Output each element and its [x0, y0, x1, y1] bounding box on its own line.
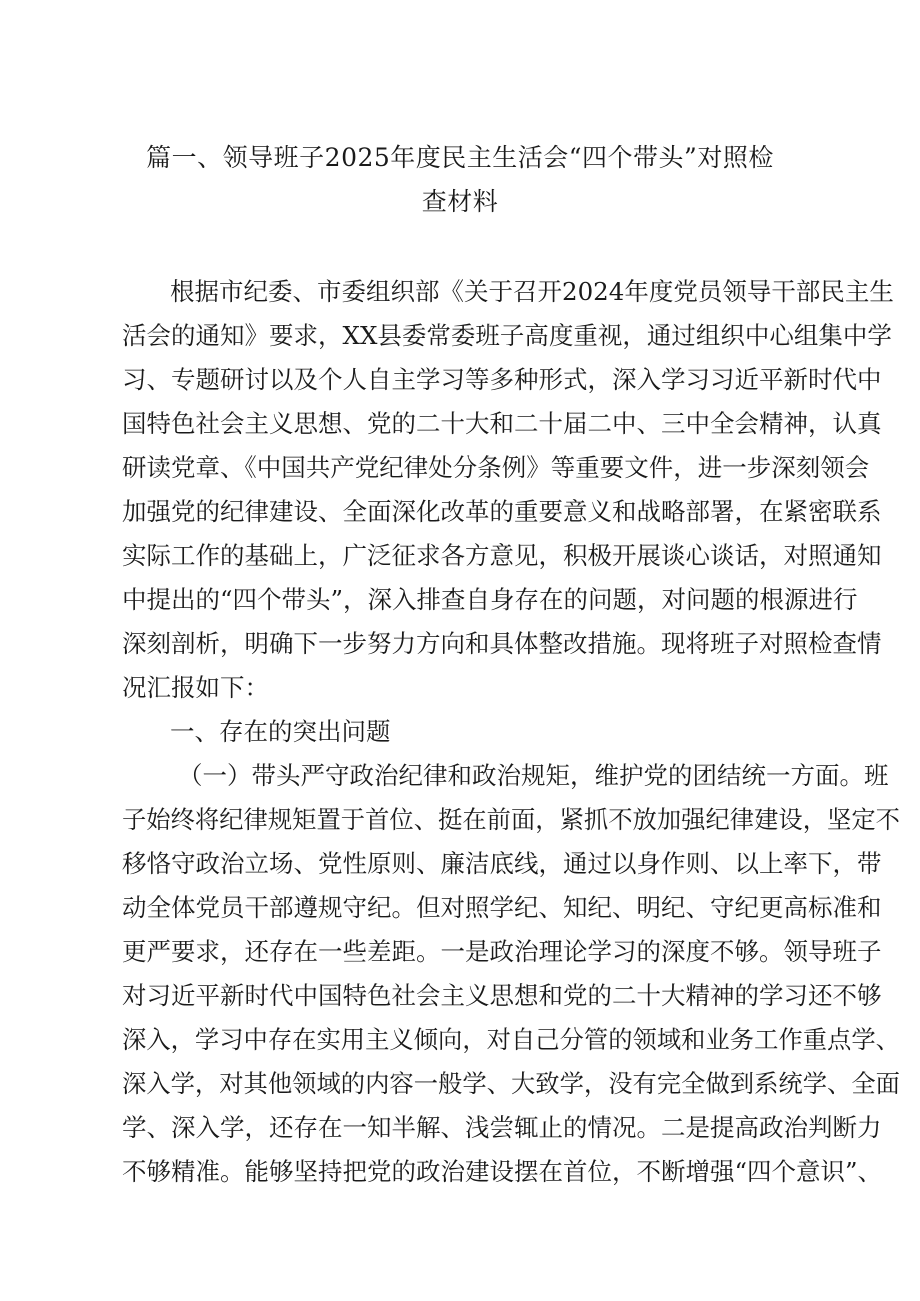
paragraph-intro-line: 国特色社会主义思想、党的二十大和二十届二中、三中全会精神，认真 — [122, 409, 882, 438]
paragraph-section-line: 子始终将纪律规矩置于首位、挺在前面，紧抓不放加强纪律建设，坚定不 — [122, 805, 900, 834]
paragraph-intro-line: 研读党章、《中国共产党纪律处分条例》等重要文件，进一步深刻领会 — [122, 453, 870, 482]
paragraph-section-line: 深入，学习中存在实用主义倾向，对自己分管的领域和业务工作重点学、 — [122, 1025, 900, 1054]
paragraph-intro-line: 加强党的纪律建设、全面深化改革的重要意义和战略部署，在紧密联系 — [122, 497, 882, 526]
paragraph-section-line: 深入学，对其他领域的内容一般学、大致学，没有完全做到系统学、全面 — [122, 1069, 900, 1098]
paragraph-section-line: 更严要求，还存在一些差距。一是政治理论学习的深度不够。领导班子 — [122, 937, 882, 966]
paragraph-section-line: 学、深入学，还存在一知半解、浅尝辄止的情况。二是提高政治判断力 — [122, 1113, 882, 1142]
paragraph-intro-line: 深刻剖析，明确下一步努力方向和具体整改措施。现将班子对照检查情 — [122, 629, 882, 658]
document-title-line-1: 篇一、领导班子2025年度民主生活会“四个带头”对照检 — [146, 143, 774, 172]
paragraph-intro-line: 根据市纪委、市委组织部《关于召开2024年度党员领导干部民主生 — [170, 277, 894, 306]
document-title-line-2: 查材料 — [421, 187, 499, 216]
section-heading: 一、存在的突出问题 — [170, 717, 391, 746]
paragraph-section-line: 对习近平新时代中国特色社会主义思想和党的二十大精神的学习还不够 — [122, 981, 882, 1010]
paragraph-section-line: 动全体党员干部遵规守纪。但对照学纪、知纪、明纪、守纪更高标准和 — [122, 893, 882, 922]
paragraph-intro-line: 习、专题研讨以及个人自主学习等多种形式，深入学习习近平新时代中 — [122, 365, 882, 394]
paragraph-intro-line: 中提出的“四个带头”，深入排查自身存在的问题，对问题的根源进行 — [122, 585, 858, 614]
paragraph-section-line: 不够精准。能够坚持把党的政治建设摆在首位，不断增强“四个意识”、 — [122, 1157, 883, 1186]
paragraph-section-line: （一）带头严守政治纪律和政治规矩，维护党的团结统一方面。班 — [178, 761, 889, 790]
paragraph-section-line: 移恪守政治立场、党性原则、廉洁底线，通过以身作则、以上率下，带 — [122, 849, 882, 878]
paragraph-intro-line: 实际工作的基础上，广泛征求各方意见，积极开展谈心谈话，对照通知 — [122, 541, 882, 570]
paragraph-intro-line: 况汇报如下： — [122, 673, 269, 702]
paragraph-intro-line: 活会的通知》要求，XX县委常委班子高度重视，通过组织中心组集中学 — [122, 321, 892, 350]
